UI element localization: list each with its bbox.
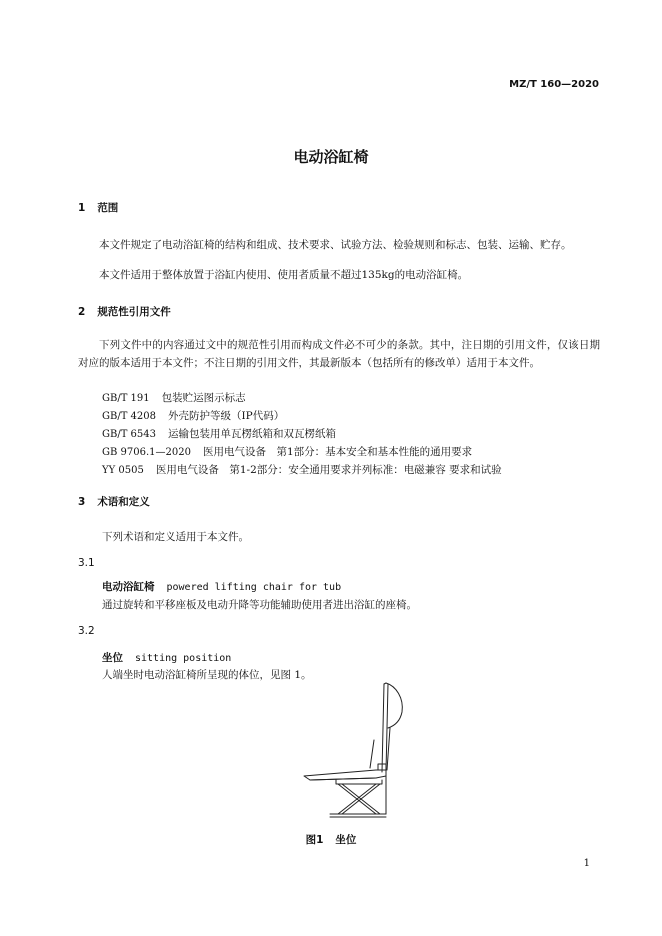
reference-title: 医用电气设备 第1-2部分：安全通用要求并列标准：电磁兼容 要求和试验: [155, 464, 502, 476]
doc-code: MZ/T 160—2020: [509, 79, 599, 90]
section-number: 3: [78, 496, 86, 508]
section-title: 术语和定义: [97, 496, 150, 508]
reference-title: 运输包装用单瓦楞纸箱和双瓦楞纸箱: [168, 428, 337, 440]
figure-number: 图1: [305, 834, 324, 846]
reference-code: GB/T 191: [102, 393, 150, 404]
figure-caption: [0, 832, 662, 847]
term-definition: 人端坐时电动浴缸椅所呈现的体位，见图 1。: [102, 669, 312, 681]
reference-item: [102, 425, 336, 444]
term-entry: [102, 650, 231, 665]
section-1-heading: [78, 200, 118, 215]
page-number: 1: [583, 858, 590, 869]
term-entry: [102, 579, 341, 594]
section-3-heading: [78, 494, 150, 509]
term-number: 3.1: [78, 557, 95, 569]
reference-title: 医用电气设备 第1部分：基本安全和基本性能的通用要求: [202, 446, 473, 458]
reference-code: GB 9706.1—2020: [102, 447, 191, 458]
term-cn: 电动浴缸椅: [102, 581, 155, 593]
reference-code: GB/T 4208: [102, 411, 157, 422]
figure-title: 坐位: [335, 834, 357, 846]
reference-code: YY 0505: [102, 465, 144, 476]
term-en: powered lifting chair for tub: [166, 582, 342, 593]
term-en: sitting position: [135, 653, 232, 664]
section-title: 规范性引用文件: [97, 306, 171, 318]
page-title: 电动浴缸椅: [293, 148, 369, 166]
reference-title: 包装贮运图示标志: [161, 392, 246, 404]
reference-item: [102, 461, 502, 480]
section-2-paragraph: 下列文件中的内容通过文中的规范性引用而构成文件必不可少的条款。其中，注日期的引用文件，仅该日期对应的版本适用于本文件；不注日期的引用文件，其最新版本（包括所有的修改单）适用于本文件。: [78, 339, 600, 369]
section-number: 2: [78, 306, 86, 318]
reference-item: [102, 389, 246, 408]
reference-item: [102, 407, 284, 426]
reference-item: [102, 443, 472, 462]
section-number: 1: [78, 202, 86, 214]
section-3-intro: 下列术语和定义适用于本文件。: [102, 531, 249, 543]
term-cn: 坐位: [102, 652, 123, 664]
section-1-paragraph-1: 本文件规定了电动浴缸椅的结构和组成、技术要求、试验方法、检验规则和标志、包装、运输、贮存。: [99, 239, 572, 251]
reference-title: 外壳防护等级（IP代码）: [168, 410, 285, 422]
term-definition: 通过旋转和平移座板及电动升降等功能辅助使用者进出浴缸的座椅。: [102, 599, 417, 611]
figure-1-chair-drawing: [290, 680, 410, 820]
term-number: 3.2: [78, 625, 95, 637]
reference-code: GB/T 6543: [102, 429, 157, 440]
section-1-paragraph-2: 本文件适用于整体放置于浴缸内使用、使用者质量不超过135kg的电动浴缸椅。: [99, 269, 469, 281]
section-2-heading: [78, 304, 171, 319]
section-title: 范围: [97, 202, 119, 214]
